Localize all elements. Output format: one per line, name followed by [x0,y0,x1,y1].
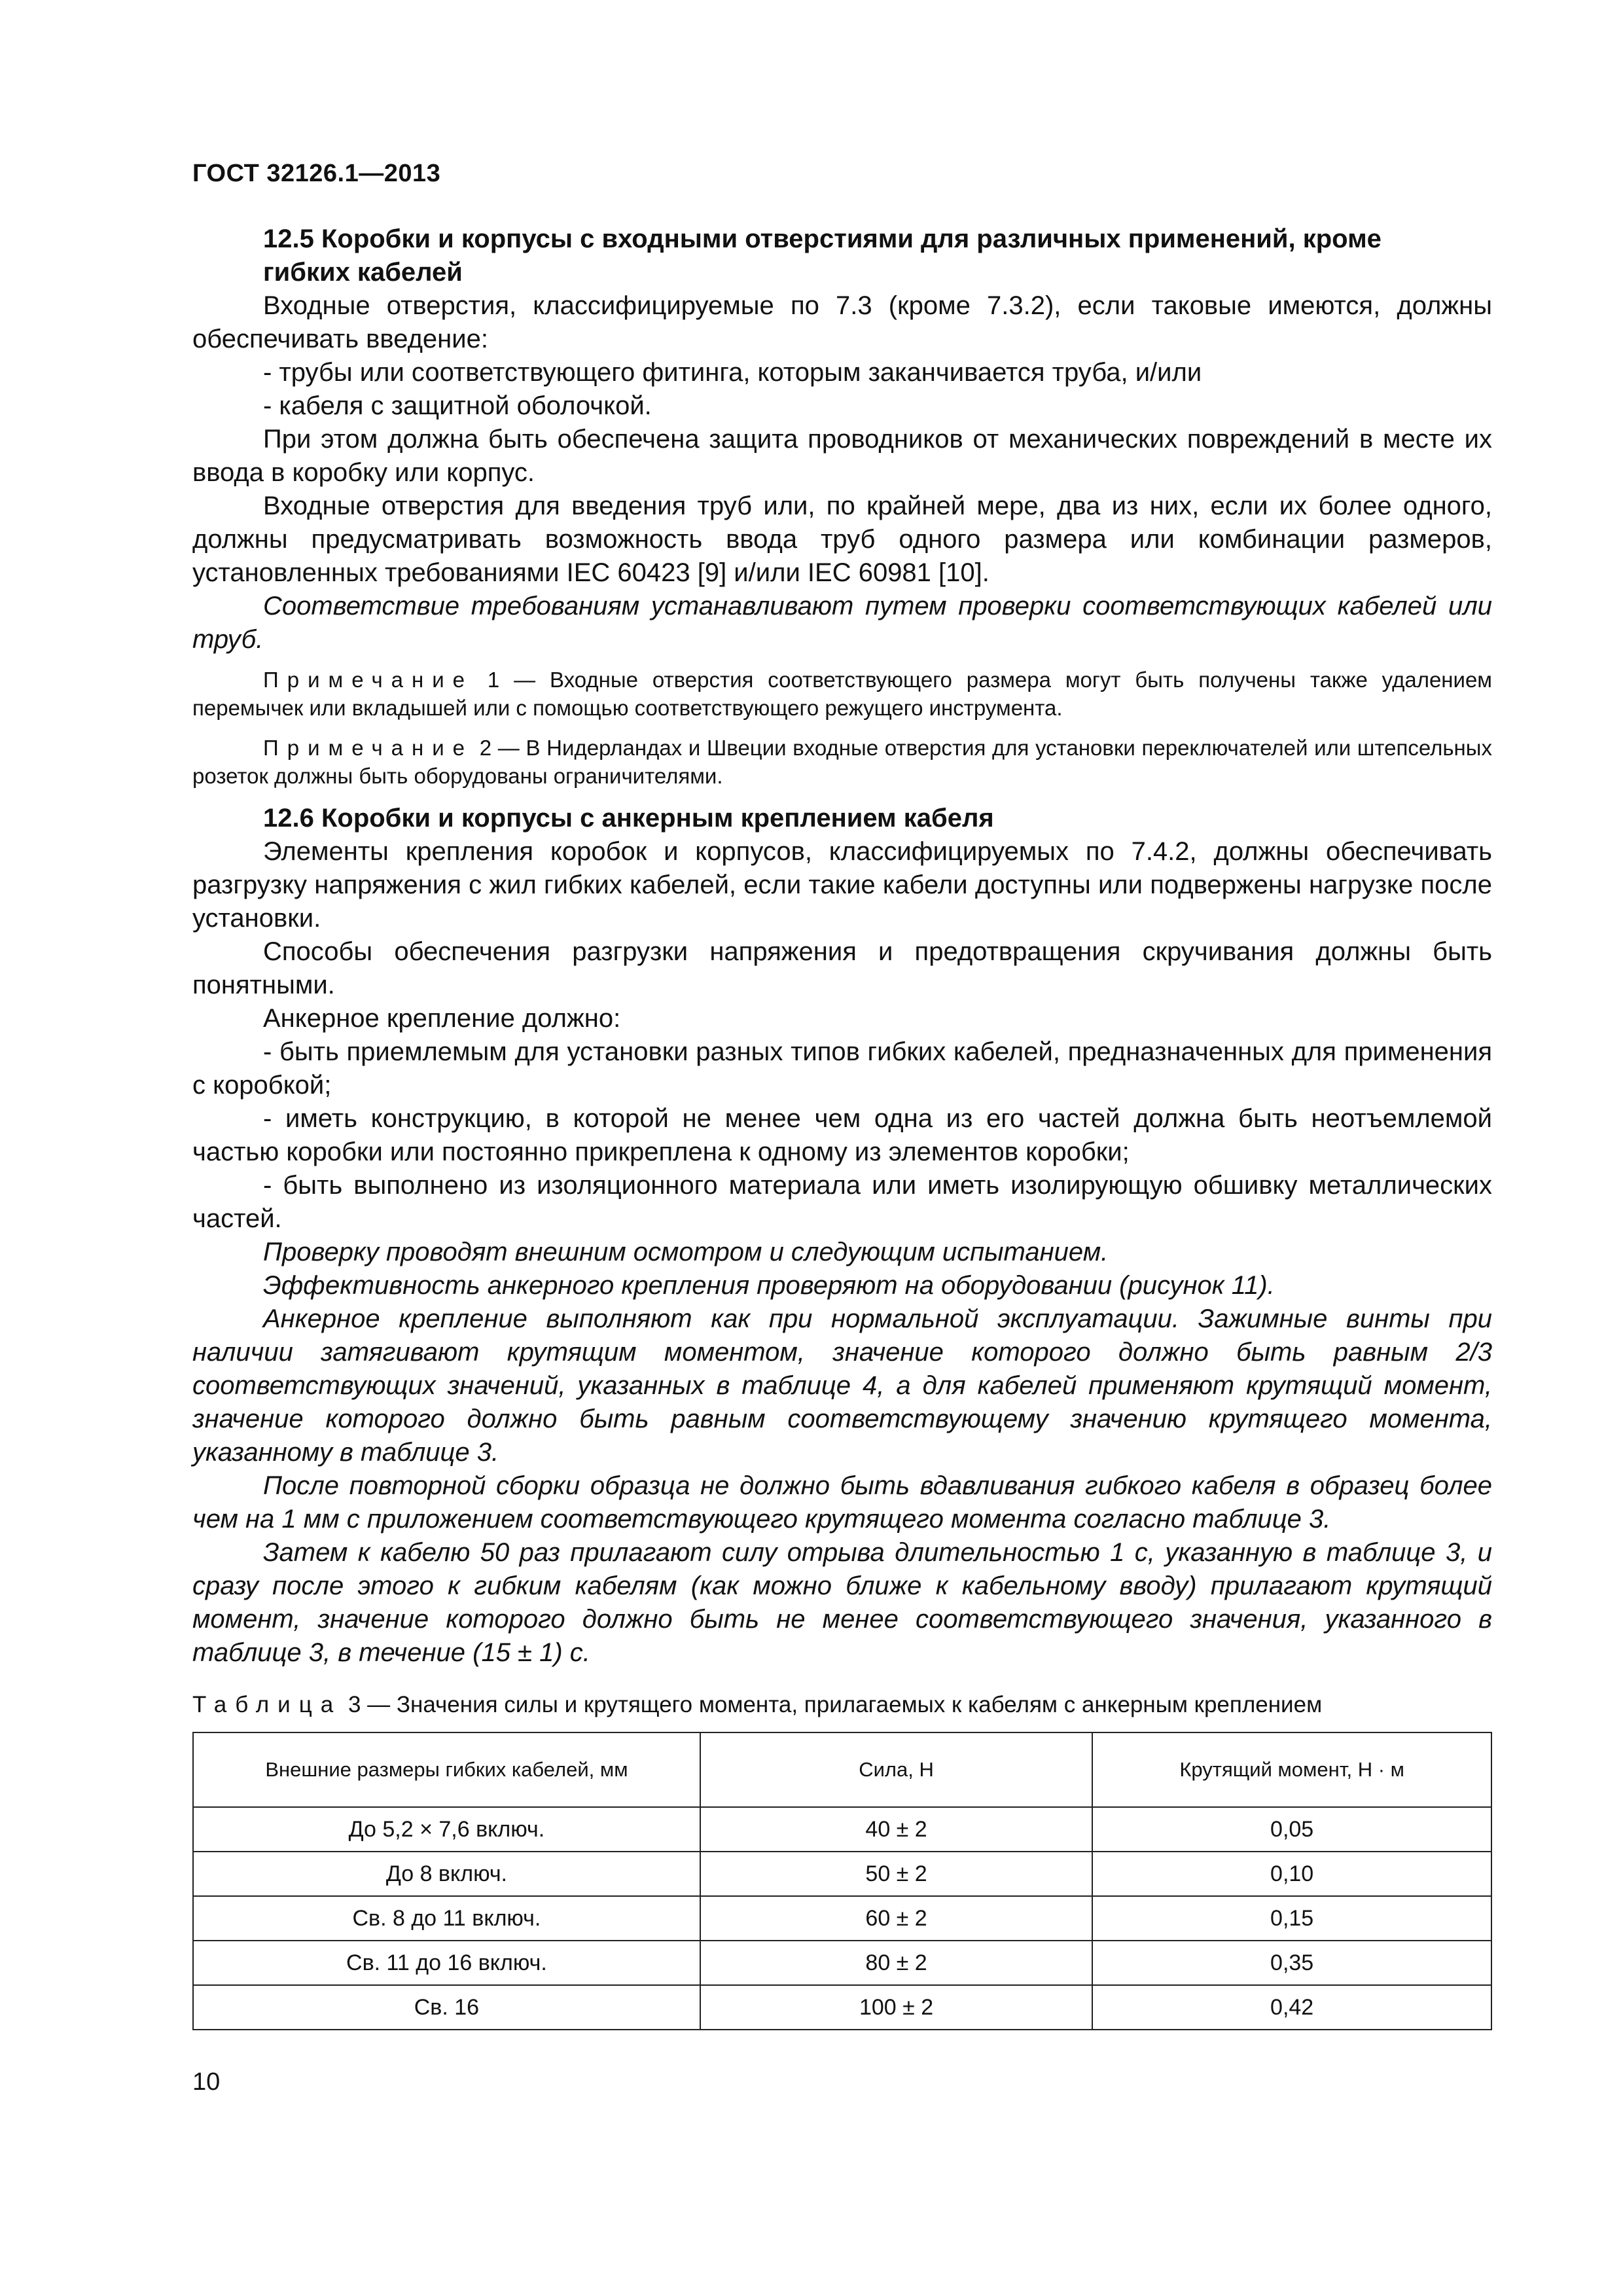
table-row [193,1852,1491,1896]
note-1 [192,666,1492,722]
test-procedure: Анкерное крепление выполняют как при нормальной эксплуатации. Зажимные винты при наличии затягивают крутящим моментом, значение которого должно быть равным 2/3 соответствующих значений, указанных в таблице 4, а для кабелей применяют крутящий момент, значение которого должно быть равным соответствующему значению крутящего момента, указанному в таблице 3. [192,1304,1492,1467]
test-procedure: Затем к кабелю 50 раз прилагают силу отрыва длительностью 1 с, указанную в таблице 3, и сразу после этого к гибким кабелям (как можно ближе к кабельному вводу) прилагают крутящий момент, значение которого должно быть не менее соответствующего значения, указанного в таблице 3, в течение (15 ± 1) с. [192,1538,1492,1667]
paragraph: Способы обеспечения разгрузки напряжения и предотвращения скручивания должны быть понятными. [192,937,1492,999]
cell-torque: 0,10 [1092,1852,1491,1896]
cell-size: До 5,2 × 7,6 включ. [193,1807,700,1852]
paragraph: При этом должна быть обеспечена защита проводников от механических повреждений в месте их ввода в коробку или корпус. [192,425,1492,487]
note-text: 1 — Входные отверстия соответствующего размера могут быть получены также удалением перемычек или вкладышей или с помощью соответствующего режущего инструмента. [192,668,1492,720]
cell-force: 100 ± 2 [700,1985,1092,2030]
cell-force: 40 ± 2 [700,1807,1092,1852]
section-12-5-title-cont: гибких кабелей [263,258,463,287]
cell-force: 60 ± 2 [700,1896,1092,1941]
document-body [192,223,1492,1670]
cell-torque: 0,35 [1092,1941,1491,1985]
note-label: Примечание [263,668,474,692]
paragraph: Анкерное крепление должно: [263,1004,621,1033]
section-12-5-title: 12.5 Коробки и корпусы с входными отверстиями для различных применений, кроме [263,224,1382,253]
cell-torque: 0,05 [1092,1807,1491,1852]
list-item: - быть выполнено из изоляционного материала или иметь изолирующую обшивку металлических частей. [192,1171,1492,1233]
paragraph: Входные отверстия, классифицируемые по 7.3 (кроме 7.3.2), если таковые имеются, должны обеспечивать введение: [192,291,1492,353]
table-caption-text: 3 — Значения силы и крутящего момента, прилагаемых к кабелям с анкерным креплением [348,1692,1323,1717]
column-header-size: Внешние размеры гибких кабелей, мм [193,1732,700,1807]
table-row [193,1941,1491,1985]
page-number: 10 [192,2068,221,2096]
section-12-6-title: 12.6 Коробки и корпусы с анкерным креплением кабеля [263,804,994,833]
cell-size: До 8 включ. [193,1852,700,1896]
table-3 [192,1732,1492,2030]
cell-torque: 0,15 [1092,1896,1491,1941]
document-header: ГОСТ 32126.1—2013 [192,160,441,187]
table-row [193,1807,1491,1852]
paragraph: Элементы крепления коробок и корпусов, классифицируемых по 7.4.2, должны обеспечивать разгрузку напряжения с жил гибких кабелей, если такие кабели доступны или подвержены нагрузке после установки. [192,837,1492,933]
cell-force: 50 ± 2 [700,1852,1092,1896]
cell-torque: 0,42 [1092,1985,1491,2030]
table-caption-label: Таблица [192,1692,342,1717]
note-label: Примечание [263,736,474,760]
table-header-row [193,1732,1491,1807]
column-header-force: Сила, Н [700,1732,1092,1807]
table-row [193,1896,1491,1941]
note-text: 2 — В Нидерландах и Швеции входные отверстия для установки переключателей или штепсельных розеток должны быть оборудованы ограничителями. [192,736,1492,788]
list-item: - кабеля с защитной оболочкой. [263,391,652,420]
cell-force: 80 ± 2 [700,1941,1092,1985]
cell-size: Св. 16 [193,1985,700,2030]
table-3-caption [192,1691,1492,1719]
table-row [193,1985,1491,2030]
test-procedure: Проверку проводят внешним осмотром и следующим испытанием. [263,1238,1109,1266]
list-item: - иметь конструкцию, в которой не менее чем одна из его частей должна быть неотъемлемой частью коробки или постоянно прикреплена к одному из элементов коробки; [192,1104,1492,1166]
list-item: - трубы или соответствующего фитинга, которым заканчивается труба, и/или [263,358,1202,387]
list-item: - быть приемлемым для установки разных типов гибких кабелей, предназначенных для применения с коробкой; [192,1037,1492,1100]
note-2 [192,734,1492,790]
cell-size: Св. 8 до 11 включ. [193,1896,700,1941]
test-procedure: Эффективность анкерного крепления проверяют на оборудовании (рисунок 11). [263,1271,1275,1300]
column-header-torque: Крутящий момент, Н · м [1092,1732,1491,1807]
paragraph: Входные отверстия для введения труб или, по крайней мере, два из них, если их более одного, должны предусматривать возможность ввода труб одного размера или комбинации размеров, установленных требованиями IEC 60423 [9] и/или IEC 60981 [10]. [192,492,1492,587]
cell-size: Св. 11 до 16 включ. [193,1941,700,1985]
test-procedure: После повторной сборки образца не должно быть вдавливания гибкого кабеля в образец более чем на 1 мм с приложением соответствующего крутящего момента согласно таблице 3. [192,1471,1492,1534]
compliance-statement: Соответствие требованиям устанавливают путем проверки соответствующих кабелей или труб. [192,592,1492,654]
